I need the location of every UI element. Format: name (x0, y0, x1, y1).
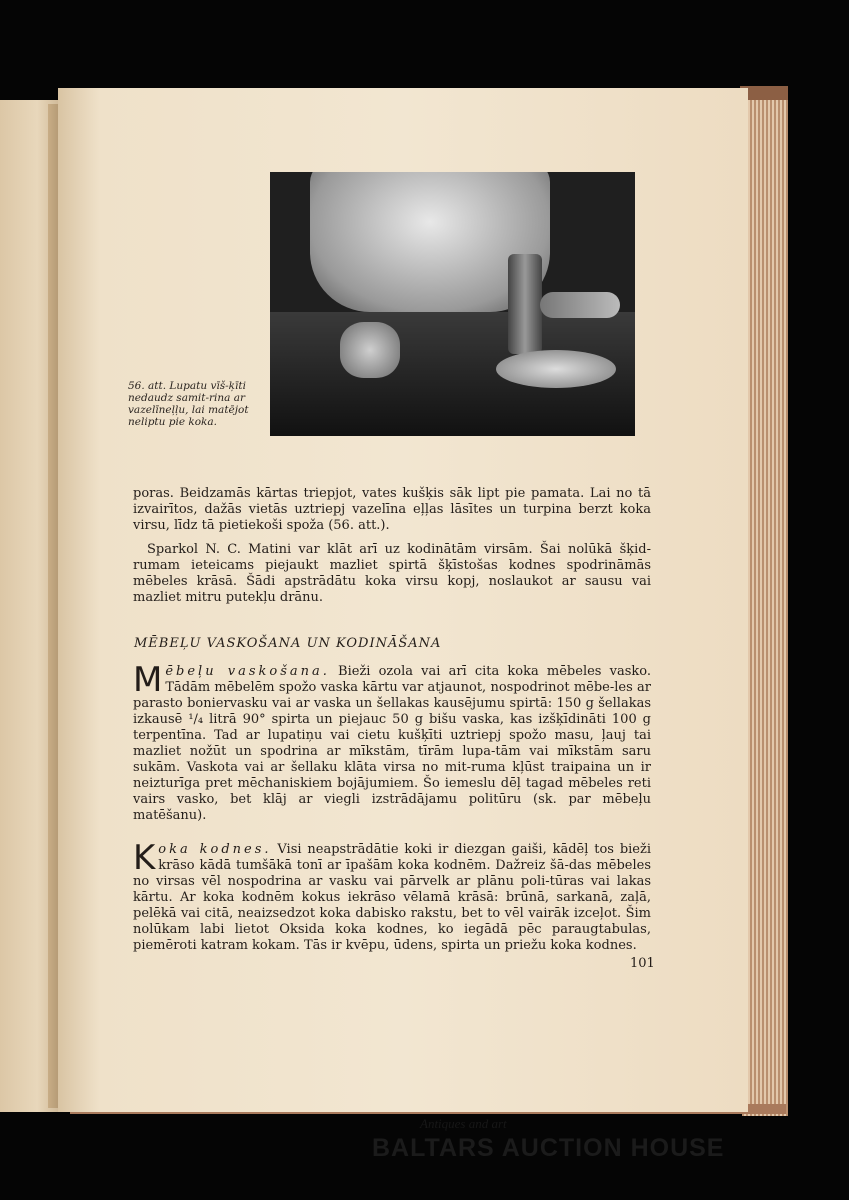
paragraph-poras: poras. Beidzamās kārtas triepjot, vates kušķis sāk lipt pie pamata. Lai no tā izvairītos, dažās vietās uztriepj vazelīna eļļas lāsītes un turpina berzt koka virsu, līdz tā pietiekoši spoža (56. att.). (133, 486, 651, 533)
paragraph-vaskosana-text: Bieži ozola vai arī cita koka mēbeles vasko. Tādām mēbelēm spožo vaska kārtu var atjaunot, nospodrinot mēbe-les ar parasto boniervasku vai ar vaska un šellakas kausējumu spirtā: 150 g šellakas izkausē ¹/₄ litrā 90° spirta un piejauc 50 g bišu vaska, kas izšķīdināti 100 g terpentīna. Tad ar lupatiņu vai cietu kušķīti uztriepj spožo masu, ļauj tai mazliet nožūt un spodrina ar mīkstām, tīrām lupa-tām vai mīkstām saru sukām. Vaskota vai ar šellaku klāta virsa no mit-ruma kļūst traipaina un ir neizturīga pret mēchaniskiem bojājumiem. Šo iemeslu dēļ tagad mēbeles reti vairs vasko, bet klāj ar viegli izstrādājamu politūru (sk. par mēbeļu matēšanu). (133, 664, 651, 823)
figure-photo (270, 172, 635, 436)
page-edges (742, 86, 788, 1116)
term-kodnes: oka kodnes. (158, 842, 272, 857)
dropcap-m: M (133, 660, 163, 700)
watermark-subtitle: Antiques and art (420, 1116, 507, 1131)
dropcap-k: K (133, 838, 156, 878)
paragraph-kodnes (133, 838, 651, 954)
paragraph-vaskosana (133, 660, 651, 824)
figure-caption: 56. att. Lupatu vīš-ķīti nedaudz samit-rina ar vazelīneļļu, lai matējot neliptu pie koka. (128, 380, 249, 428)
term-vaskosana: ēbeļu vaskošana. (165, 664, 330, 679)
photo-dish (496, 350, 616, 388)
section-heading: MĒBEĻU VASKOŠANA UN KODINĀŠANA (134, 636, 442, 651)
page-number: 101 (630, 956, 655, 971)
photo-hand (340, 322, 400, 378)
photo-bottle (508, 254, 542, 354)
photo-arm (540, 292, 620, 318)
watermark-logo: BALTARS AUCTION HOUSE (372, 1134, 725, 1162)
paragraph-sparkol: Sparkol N. C. Matini var klāt arī uz kodinātām virsām. Šai nolūkā šķid-rumam ieteicams piejaukt mazliet spirtā šķīstošas kodnes spodrināmās mēbeles krāsā. Šādi apstrādātu koka virsu kopj, noslaukot ar sausu vai mazliet mitru putekļu drānu. (133, 542, 651, 605)
paragraph-kodnes-text: Visi neapstrādātie koki ir diezgan gaiši, kādēļ tos bieži krāso kādā tumšākā tonī ar īpašām koka kodnēm. Dažreiz šā-das mēbeles no virsas vēl nospodrina ar vasku vai pārvelk ar plānu poli-tūras vai lakas kārtu. Ar koka kodnēm kokus iekrāso vēlamā krāsā: brūnā, sarkanā, zaļā, pelēkā vai citā, neaizsedzot koka dabisko rakstu, bet to vēl vairāk izceļot. Šim nolūkam labi lietot Oksida koka kodnes, ko iegādā pēc paraugtabulas, piemēroti katram kokam. Tās ir kvēpu, ūdens, spirta un priežu koka kodnes. (133, 842, 651, 953)
